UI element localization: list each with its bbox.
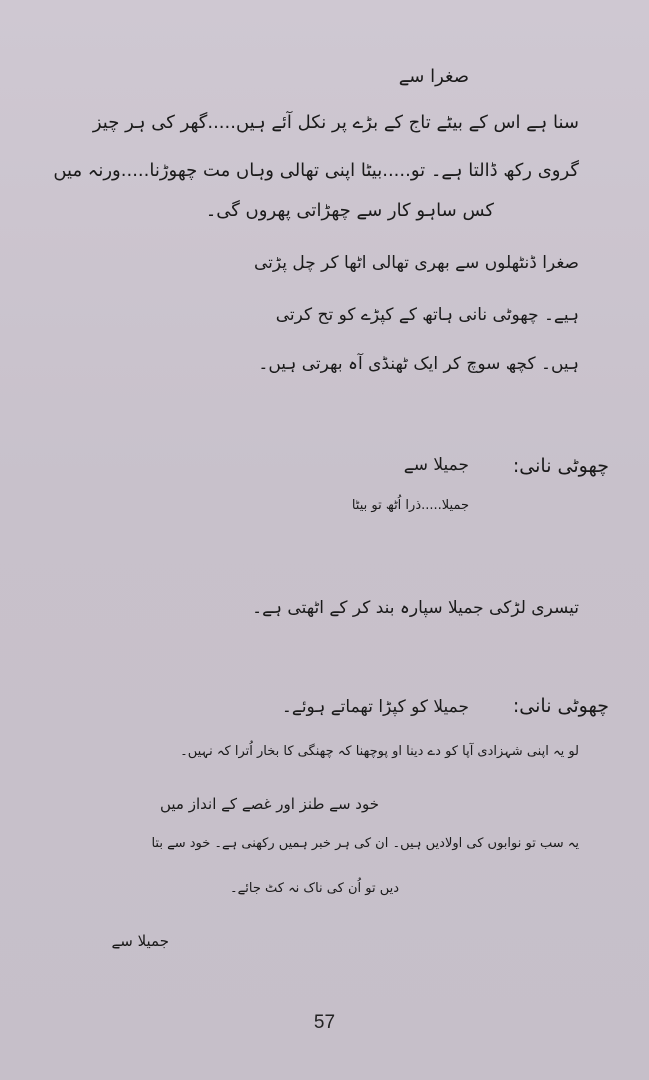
line-8: جمیلا سے	[403, 455, 469, 475]
line-13: خود سے طنز اور غصے کے انداز میں	[159, 795, 379, 813]
line-2: سنا ہے اس کے بیٹے تاج کے بڑے پر نکل آئے ہیں.....گھر کی ہر چیز	[92, 112, 579, 133]
line-15: دیں تو اُن کی ناک نہ کٹ جائے۔	[230, 881, 399, 896]
line-4: کس ساہو کار سے چھڑاتی پھروں گی۔	[205, 200, 494, 221]
speaker-2: چھوٹی نانی:	[512, 695, 609, 717]
line-16: جمیلا سے	[111, 932, 169, 950]
line-12: لو یہ اپنی شہزادی آپا کو دے دینا او پوچھنا کہ چھنگی کا بخار اُترا کہ نہیں۔	[180, 744, 579, 759]
line-1: صغرا سے	[398, 66, 469, 87]
line-9: جمیلا.....ذرا اُٹھ تو بیٹا	[351, 498, 469, 513]
speaker-1: چھوٹی نانی:	[512, 455, 609, 477]
line-6: ہیے۔ چھوٹی نانی ہاتھ کے کپڑے کو تح کرتی	[275, 305, 579, 325]
page-number: 57	[313, 1012, 336, 1033]
line-3: گروی رکھ ڈالتا ہے۔ تو.....بیٹا اپنی تھالی وہاں مت چھوڑنا.....ورنہ میں	[53, 160, 579, 181]
line-5: صغرا ڈنٹھلوں سے بھری تھالی اٹھا کر چل پڑتی	[253, 253, 579, 273]
line-10: تیسری لڑکی جمیلا سپارہ بند کر کے اٹھتی ہے۔	[252, 598, 579, 618]
line-11: جمیلا کو کپڑا تھماتے ہوئے۔	[281, 697, 469, 717]
line-14: یہ سب تو نوابوں کی اولادیں ہیں۔ ان کی ہر خبر ہمیں رکھنی ہے۔ خود سے بتا	[151, 836, 579, 851]
line-7: ہیں۔ کچھ سوچ کر ایک ٹھنڈی آہ بھرتی ہیں۔	[258, 354, 579, 374]
